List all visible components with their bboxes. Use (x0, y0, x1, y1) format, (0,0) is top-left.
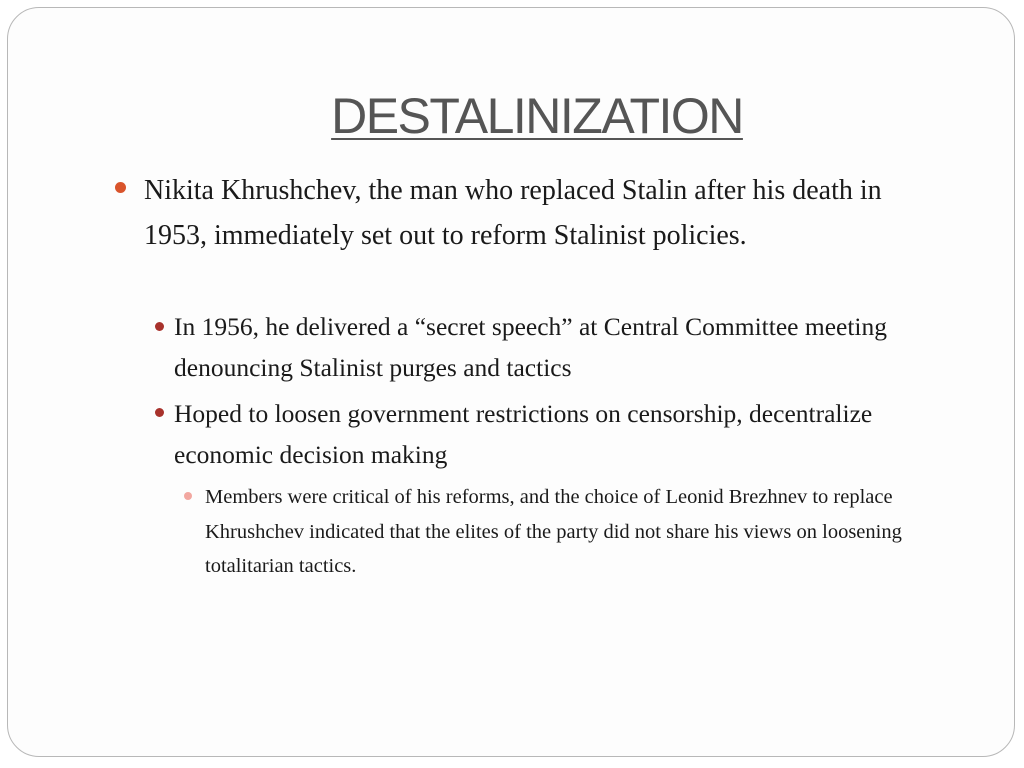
bullet-level2: In 1956, he delivered a “secret speech” at Central Committee meeting denouncing Stalinist purges and tactics (174, 312, 888, 382)
bullet-dot-level2 (155, 322, 164, 331)
bullet-level1: Nikita Khrushchev, the man who replaced Stalin after his death in 1953, immediately set out to reform Stalinist policies. (144, 175, 882, 251)
slide-title: DESTALINIZATION (331, 88, 743, 144)
bullet-dot-level3 (184, 492, 192, 500)
bullet-dot-level2 (155, 408, 164, 417)
bullet-level2: Hoped to loosen government restrictions on censorship, decentralize economic decision making (174, 399, 873, 469)
bullet-level3: Members were critical of his reforms, and the choice of Leonid Brezhnev to replace Khrushchev indicated that the elites of the party did not share his views on loosening totalitarian tactics. (205, 486, 902, 577)
bullet-dot-level1 (115, 182, 126, 193)
